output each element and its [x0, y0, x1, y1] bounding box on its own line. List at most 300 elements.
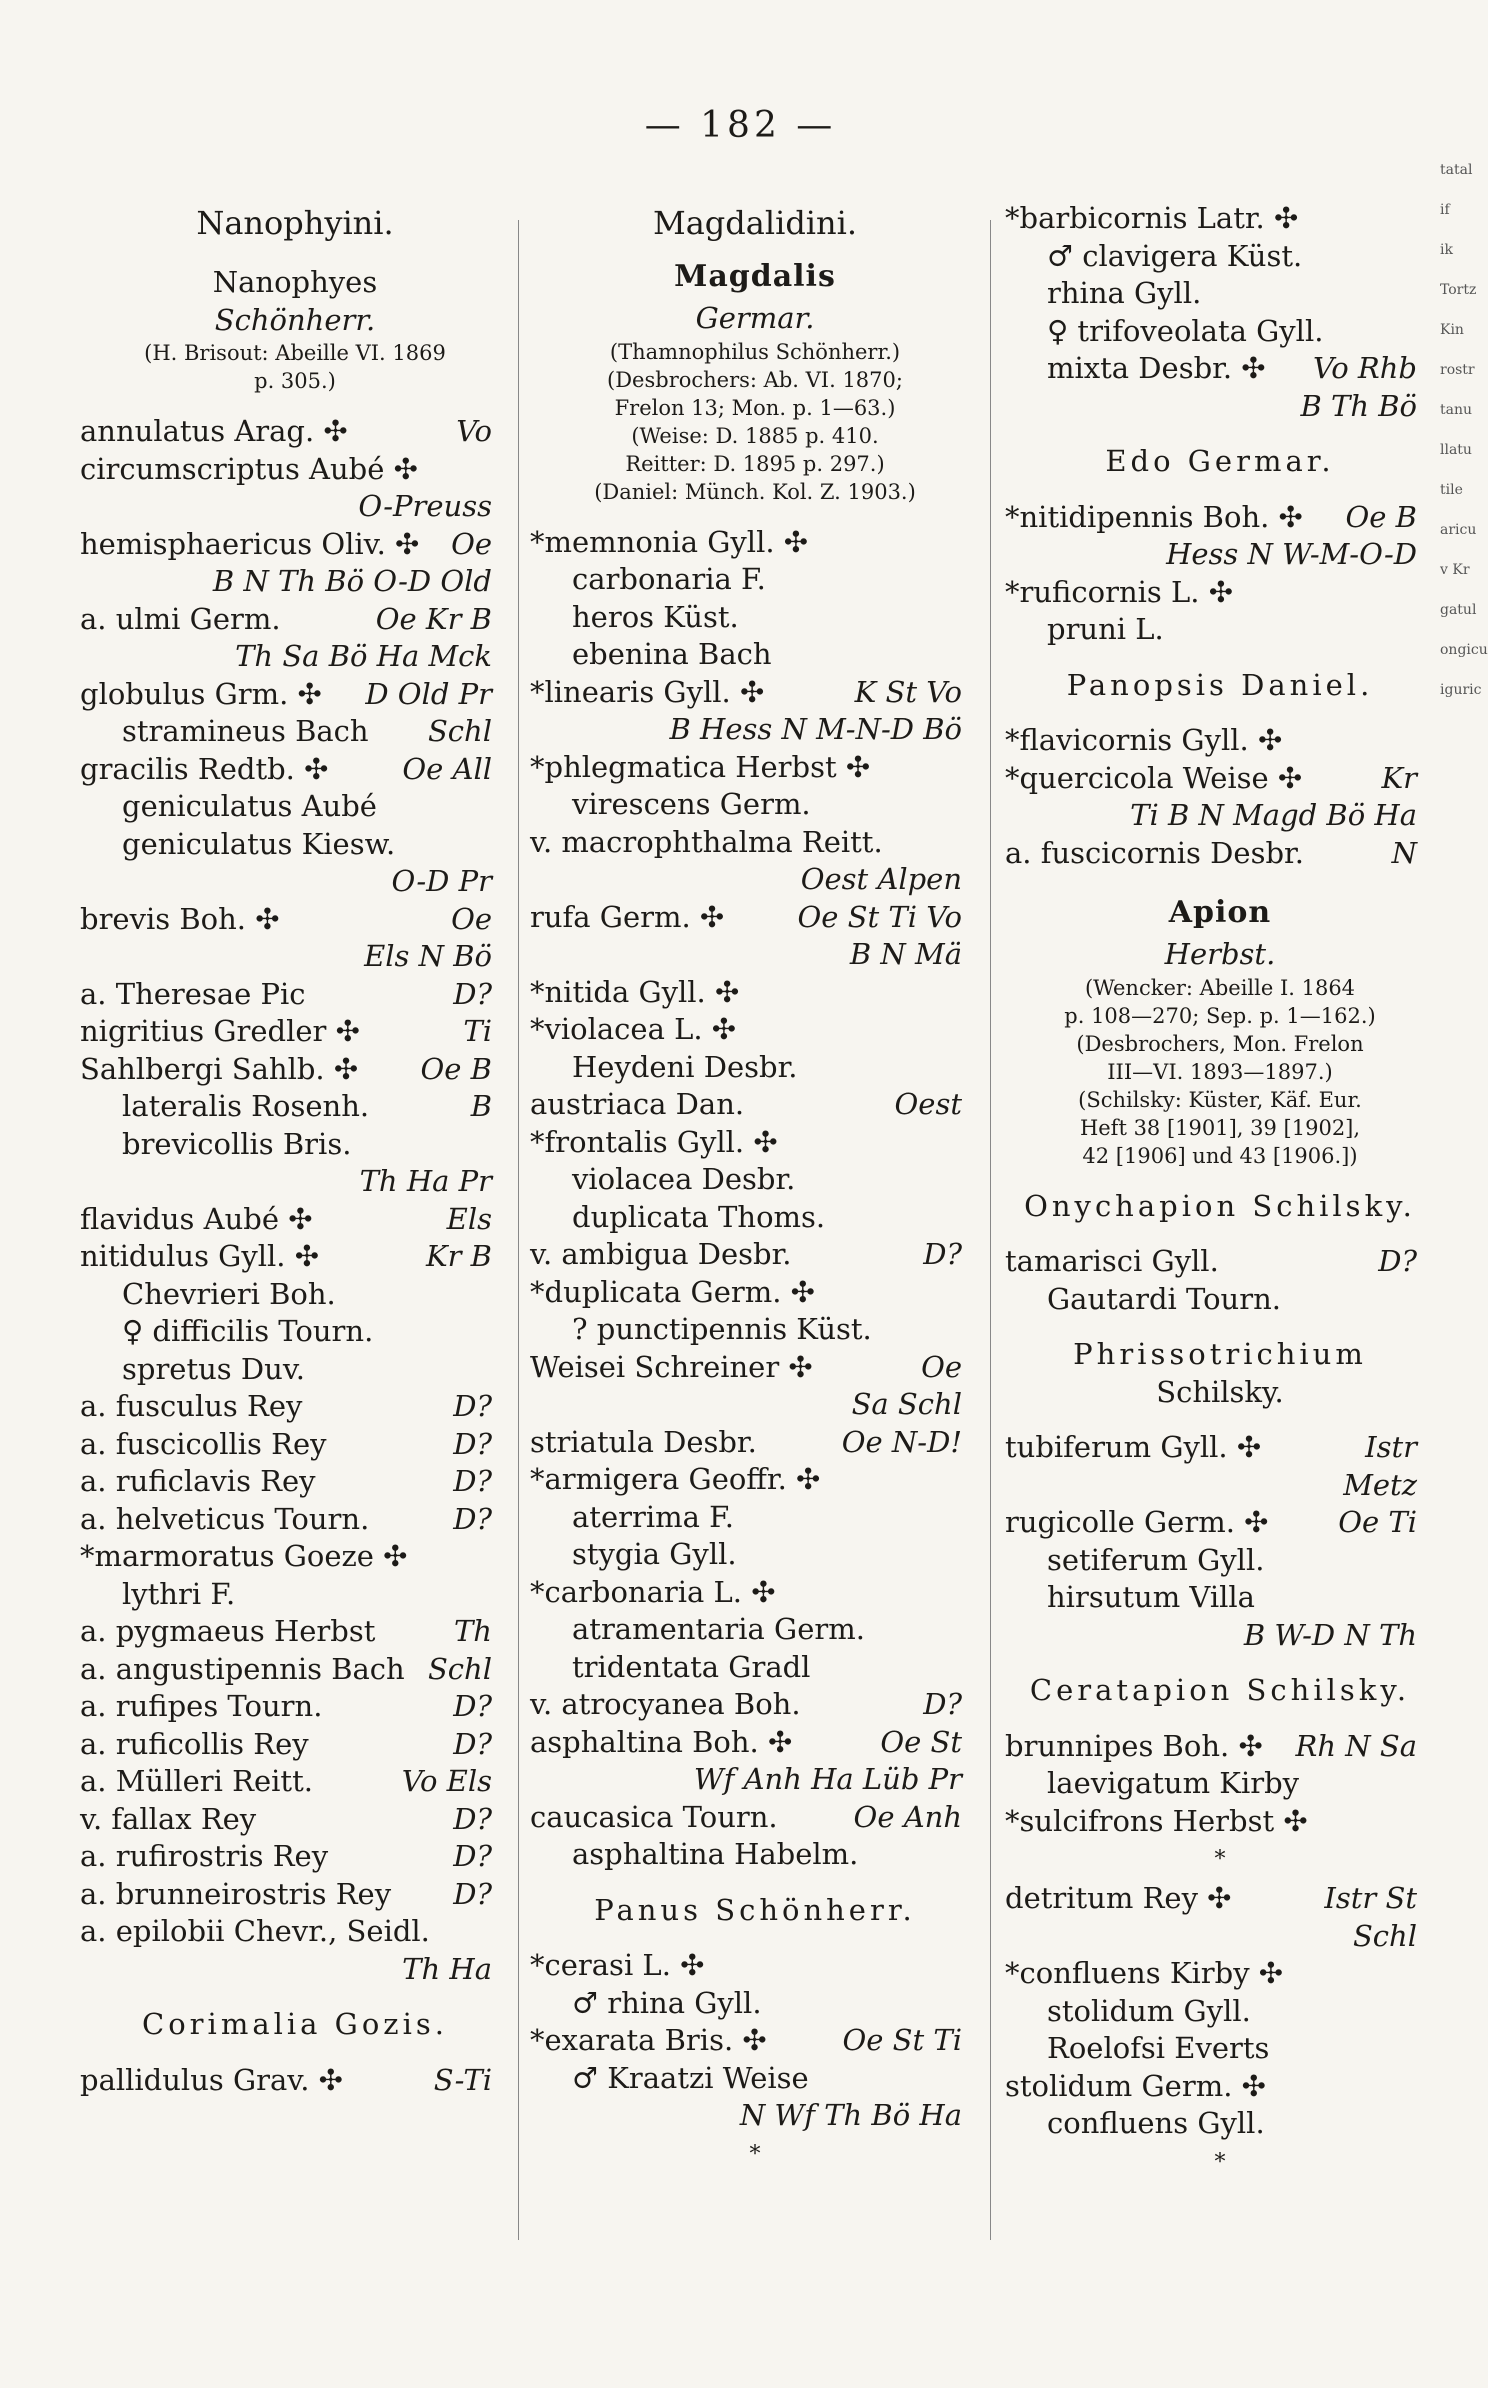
entry-text: rugicolle Germ. ✣ [1005, 1505, 1269, 1539]
entry-text: a. fuscicornis Desbr. [1005, 835, 1304, 870]
entry-text: nigritius Gredler ✣ [80, 1014, 360, 1048]
entry-text: *confluens Kirby ✣ [1005, 1956, 1284, 1990]
entry-text: *carbonaria L. ✣ [530, 1574, 776, 1609]
col1-line [80, 2006, 510, 2044]
col3-line [1005, 2030, 1435, 2068]
entry-text: brevicollis Bris. [122, 1126, 352, 1161]
edge-fragment: Tortz [1440, 282, 1477, 298]
distribution-note: Vo Els [401, 1764, 492, 1798]
col3-line [1005, 1086, 1435, 1114]
distribution-note: Istr [1365, 1430, 1417, 1464]
col2-line [530, 1799, 980, 1837]
entry-text: Weisei Schreiner ✣ [530, 1349, 813, 1384]
col2-line [530, 1461, 980, 1499]
col2-line [530, 824, 980, 862]
entry-text: aterrima F. [572, 1499, 734, 1534]
entry-text: *ruficornis L. ✣ [1005, 574, 1233, 609]
distribution-note: D? [923, 1687, 962, 1721]
col2-line [530, 1574, 980, 1612]
entry-text: tubiferum Gyll. ✣ [1005, 1430, 1262, 1464]
col3-line [1005, 722, 1435, 760]
col3-line [1005, 1142, 1435, 1170]
entry-text: *nitidipennis Boh. ✣ [1005, 499, 1303, 534]
column-3 [1005, 200, 1435, 2183]
entry-text: Els N Bö [364, 939, 492, 973]
col1-line [80, 713, 510, 751]
col2-line [530, 394, 980, 422]
col1-line [80, 1351, 510, 1389]
entry-text: ♀ difficilis Tourn. [122, 1314, 374, 1348]
col1-line [80, 1501, 510, 1539]
col3-line [1005, 388, 1435, 426]
entry-text: p. 305.) [254, 369, 336, 393]
edge-fragment: ongicu [1440, 642, 1488, 658]
entry-text: brevis Boh. ✣ [80, 901, 280, 936]
entry-text: Ceratapion Schilsky. [1029, 1673, 1411, 1707]
col1-line [80, 1838, 510, 1876]
entry-text: Nanophyes [212, 265, 378, 299]
col3-line [1005, 974, 1435, 1002]
col1-line [80, 676, 510, 714]
col2-line [530, 599, 980, 637]
col1-line [80, 863, 510, 901]
entry-text: B W-D N Th [1243, 1617, 1417, 1652]
entry-text: geniculatus Kiesw. [122, 826, 396, 861]
col2-line [530, 2060, 980, 2098]
entry-text: asphaltina Habelm. [572, 1837, 859, 1871]
entry-text: v. macrophthalma Reitt. [530, 824, 883, 859]
col1-line [80, 200, 510, 246]
entry-text: a. ruficlavis Rey [80, 1464, 316, 1498]
entry-text: * [1214, 1847, 1226, 1872]
col2-line [530, 450, 980, 478]
entry-text: stygia Gyll. [572, 1537, 737, 1571]
column-2 [530, 200, 980, 2175]
col3-line [1005, 797, 1435, 835]
col1-line [80, 1013, 510, 1051]
edge-fragment: gatul [1440, 602, 1477, 618]
entry-text: (Weise: D. 1885 p. 410. [631, 423, 879, 448]
entry-text: circumscriptus Aubé ✣ [80, 451, 418, 486]
col3-line [1005, 1243, 1435, 1281]
col3-line [1005, 835, 1435, 873]
entry-text: caucasica Tourn. [530, 1799, 778, 1834]
entry-text: a. fusculus Rey [80, 1389, 303, 1423]
col2-line [530, 200, 980, 246]
col2-line [530, 2135, 980, 2175]
entry-text: stramineus Bach [122, 714, 369, 748]
entry-text: geniculatus Aubé [122, 789, 377, 823]
col2-line [530, 974, 980, 1012]
col3-line [1005, 1542, 1435, 1580]
distribution-note: D? [453, 1689, 492, 1723]
distribution-note: Oe B [420, 1051, 492, 1086]
page-number: — 182 — [644, 105, 837, 146]
distribution-note: Vo [456, 414, 492, 448]
entry-text: 42 [1906] und 43 [1906.]) [1082, 1143, 1358, 1168]
distribution-note: N [1391, 835, 1417, 870]
col1-line [80, 1613, 510, 1651]
distribution-note: D Old Pr [365, 676, 492, 711]
col1-line [80, 751, 510, 789]
distribution-note: Schl [427, 1651, 492, 1686]
col3-line [1005, 890, 1435, 936]
entry-text: ♂ Kraatzi Weise [572, 2060, 809, 2095]
col3-line [1005, 1336, 1435, 1374]
entry-text: Hess N W-M-O-D [1166, 537, 1417, 571]
edge-fragment: tatal [1440, 162, 1473, 178]
col3-line [1005, 1803, 1435, 1841]
entry-text: austriaca Dan. [530, 1087, 745, 1121]
entry-text: Panus Schönherr. [594, 1892, 916, 1927]
entry-text: O-D Pr [391, 864, 492, 898]
entry-text: stolidum Germ. ✣ [1005, 2068, 1266, 2103]
distribution-note: Schl [427, 714, 492, 748]
col1-line [80, 1951, 510, 1989]
col2-line [530, 1649, 980, 1687]
entry-text: Schl [1352, 1918, 1417, 1953]
col1-line [80, 601, 510, 639]
entry-text: pallidulus Grav. ✣ [80, 2062, 343, 2097]
distribution-note: Kr B [425, 1239, 492, 1273]
col1-line [80, 302, 510, 340]
col3-line [1005, 1765, 1435, 1803]
edge-fragment: iguric [1440, 682, 1482, 698]
col1-line [80, 788, 510, 826]
col2-line [530, 1611, 980, 1649]
col1-line [80, 1651, 510, 1689]
entry-text: striatula Desbr. [530, 1424, 757, 1459]
distribution-note: Oe St [880, 1724, 962, 1759]
distribution-note: D? [453, 1801, 492, 1836]
entry-text: ♂ rhina Gyll. [572, 1985, 762, 2020]
entry-text: v. ambigua Desbr. [530, 1237, 792, 1271]
entry-text: Ti B N Magd Bö Ha [1130, 798, 1417, 832]
col1-line [80, 1163, 510, 1201]
col1-line [80, 1426, 510, 1464]
entry-text: Sahlbergi Sahlb. ✣ [80, 1051, 359, 1086]
entry-text: a. ulmi Germ. [80, 601, 281, 636]
col3-line [1005, 1840, 1435, 1880]
col2-line [530, 254, 980, 300]
col3-line [1005, 1880, 1435, 1918]
distribution-note: Vo Rhb [1312, 351, 1417, 385]
edge-fragment: v Kr [1440, 562, 1470, 578]
edge-fragment: aricu [1440, 522, 1477, 538]
col2-line [530, 366, 980, 394]
col2-line [530, 711, 980, 749]
entry-text: *flavicornis Gyll. ✣ [1005, 723, 1283, 757]
entry-text: virescens Germ. [572, 787, 811, 821]
entry-text: duplicata Thoms. [572, 1199, 826, 1234]
entry-text: v. atrocyanea Boh. [530, 1687, 801, 1721]
entry-text: mixta Desbr. ✣ [1047, 351, 1266, 385]
col1-line [80, 938, 510, 976]
entry-text: Magdalis [674, 259, 836, 294]
distribution-note: Istr St [1324, 1881, 1417, 1915]
col2-line [530, 1724, 980, 1762]
col2-line [530, 1161, 980, 1199]
entry-text: nitidulus Gyll. ✣ [80, 1239, 320, 1273]
col3-line [1005, 443, 1435, 481]
col2-line [530, 1124, 980, 1162]
col2-line [530, 1086, 980, 1124]
entry-text: N Wf Th Bö Ha [739, 2098, 962, 2132]
col2-line [530, 1499, 980, 1537]
edge-fragment: Kin [1440, 322, 1464, 338]
entry-text: B N Th Bö O-D Old [212, 564, 492, 598]
col1-line [80, 1576, 510, 1614]
col2-line [530, 1049, 980, 1087]
entry-text: III—VI. 1893—1897.) [1107, 1059, 1333, 1084]
entry-text: (Wencker: Abeille I. 1864 [1084, 975, 1356, 1000]
distribution-note: K St Vo [854, 674, 962, 709]
entry-text: brunnipes Boh. ✣ [1005, 1728, 1263, 1763]
col1-line [80, 1801, 510, 1839]
entry-text: ♀ trifoveolata Gyll. [1047, 313, 1324, 348]
entry-text: Th Ha [402, 1951, 492, 1986]
col3-line [1005, 200, 1435, 238]
col3-line [1005, 1504, 1435, 1542]
entry-text: Frelon 13; Mon. p. 1—63.) [614, 395, 896, 420]
entry-text: Nanophyini. [196, 204, 394, 242]
col2-line [530, 338, 980, 366]
col3-line [1005, 1281, 1435, 1319]
entry-text: tamarisci Gyll. [1005, 1244, 1219, 1278]
entry-text: stolidum Gyll. [1047, 1993, 1251, 2028]
distribution-note: Oe All [402, 751, 492, 786]
col3-line [1005, 536, 1435, 574]
col1-line [80, 976, 510, 1014]
col2-line [530, 2022, 980, 2060]
entry-text: a. pygmaeus Herbst [80, 1614, 376, 1648]
col3-line [1005, 1579, 1435, 1617]
entry-text: heros Küst. [572, 599, 739, 634]
edge-fragment: llatu [1440, 442, 1472, 458]
distribution-note: S-Ti [433, 2062, 492, 2097]
col2-line [530, 636, 980, 674]
col2-line [530, 1311, 980, 1349]
entry-text: a. fuscicollis Rey [80, 1426, 327, 1461]
col3-line [1005, 1728, 1435, 1766]
distribution-note: D? [453, 1726, 492, 1761]
edge-fragment: ik [1440, 242, 1453, 258]
col3-line [1005, 611, 1435, 649]
col2-line [530, 1985, 980, 2023]
entry-text: laevigatum Kirby [1047, 1766, 1300, 1800]
entry-text: asphaltina Boh. ✣ [530, 1724, 793, 1759]
col3-line [1005, 1058, 1435, 1086]
entry-text: *frontalis Gyll. ✣ [530, 1124, 778, 1159]
entry-text: (Schilsky: Küster, Käf. Eur. [1078, 1087, 1362, 1112]
col1-line [80, 1051, 510, 1089]
distribution-note: Oe [451, 901, 492, 936]
entry-text: Herbst. [1164, 937, 1276, 971]
entry-text: rufa Germ. ✣ [530, 899, 725, 934]
entry-text: O-Preuss [358, 489, 492, 523]
col3-line [1005, 2105, 1435, 2143]
col1-line [80, 826, 510, 864]
entry-text: hemisphaericus Oliv. ✣ [80, 526, 420, 561]
entry-text: *duplicata Germ. ✣ [530, 1274, 815, 1309]
edge-fragment: tanu [1440, 402, 1473, 418]
col3-line [1005, 2143, 1435, 2183]
entry-text: pruni L. [1047, 612, 1164, 646]
col1-line [80, 1388, 510, 1426]
entry-text: globulus Grm. ✣ [80, 676, 322, 711]
edge-fragment: if [1440, 202, 1450, 218]
col3-line [1005, 1617, 1435, 1655]
col3-line [1005, 667, 1435, 705]
entry-text: spretus Duv. [122, 1351, 305, 1386]
entry-text: Reitter: D. 1895 p. 297.) [625, 451, 885, 476]
entry-text: flavidus Aubé ✣ [80, 1201, 313, 1236]
distribution-note: Oe [921, 1349, 962, 1384]
entry-text: Metz [1343, 1467, 1417, 1502]
col1-line [80, 1088, 510, 1126]
distribution-note: Oe Ti [1338, 1505, 1417, 1539]
col1-line [80, 1726, 510, 1764]
col1-line [80, 1763, 510, 1801]
col3-line [1005, 1002, 1435, 1030]
entry-text: a. angustipennis Bach [80, 1651, 405, 1686]
col2-line [530, 561, 980, 599]
entry-text: Schilsky. [1156, 1374, 1284, 1409]
col2-line [530, 861, 980, 899]
entry-text: rhina Gyll. [1047, 276, 1202, 310]
col3-line [1005, 1672, 1435, 1710]
col3-line [1005, 1374, 1435, 1412]
distribution-note: D? [1378, 1244, 1417, 1278]
distribution-note: D? [453, 1464, 492, 1498]
col3-line [1005, 238, 1435, 276]
entry-text: detritum Rey ✣ [1005, 1881, 1232, 1915]
col2-line [530, 1274, 980, 1312]
distribution-note: Oe Anh [853, 1799, 962, 1834]
distribution-note: D? [453, 1876, 492, 1911]
distribution-note: Ti [463, 1014, 492, 1048]
entry-text: B Th Bö [1300, 388, 1417, 423]
distribution-note: D? [453, 1839, 492, 1873]
entry-text: Roelofsi Everts [1047, 2031, 1270, 2065]
entry-text: ebenina Bach [572, 637, 772, 671]
col2-line [530, 478, 980, 506]
entry-text: setiferum Gyll. [1047, 1542, 1265, 1577]
entry-text: *cerasi L. ✣ [530, 1948, 705, 1982]
col1-line [80, 413, 510, 451]
col1-line [80, 1876, 510, 1914]
entry-text: * [1214, 2149, 1226, 2175]
entry-text: lythri F. [122, 1576, 236, 1611]
col1-line [80, 1913, 510, 1951]
distribution-note: Kr [1381, 760, 1417, 795]
entry-text: (H. Brisout: Abeille VI. 1869 [144, 341, 446, 365]
entry-text: Oest Alpen [800, 862, 962, 896]
entry-text: Germar. [695, 301, 815, 335]
col3-line [1005, 1467, 1435, 1505]
col2-line [530, 786, 980, 824]
col2-line [530, 1947, 980, 1985]
entry-text: *violacea L. ✣ [530, 1012, 737, 1046]
entry-text: *armigera Geoffr. ✣ [530, 1462, 821, 1496]
entry-text: violacea Desbr. [572, 1162, 796, 1196]
distribution-note: Oe [451, 526, 492, 561]
col1-line [80, 488, 510, 526]
col2-line [530, 1536, 980, 1574]
entry-text: (Thamnophilus Schönherr.) [609, 339, 901, 364]
entry-text: a. Mülleri Reitt. [80, 1764, 313, 1798]
col2-line [530, 1761, 980, 1799]
entry-text: Heft 38 [1901], 39 [1902], [1079, 1115, 1361, 1140]
entry-text: *barbicornis Latr. ✣ [1005, 201, 1299, 235]
col2-line [530, 1424, 980, 1462]
distribution-note: Rh N Sa [1295, 1728, 1417, 1763]
entry-text: a. brunneirostris Rey [80, 1876, 392, 1911]
entry-text: * [749, 2141, 761, 2167]
col3-line [1005, 1918, 1435, 1956]
entry-text: Gautardi Tourn. [1047, 1281, 1281, 1316]
entry-text: *phlegmatica Herbst ✣ [530, 749, 871, 784]
entry-text: Th Ha Pr [359, 1164, 492, 1198]
col2-line [530, 1236, 980, 1274]
col2-line [530, 899, 980, 937]
col1-line [80, 1688, 510, 1726]
col1-line [80, 2062, 510, 2100]
edge-fragment: rostr [1440, 362, 1475, 378]
column-divider [518, 220, 519, 2240]
distribution-note: D? [453, 1501, 492, 1536]
col3-line [1005, 1993, 1435, 2031]
entry-text: tridentata Gradl [572, 1649, 811, 1684]
entry-text: hirsutum Villa [1047, 1580, 1255, 1614]
column-divider [990, 220, 991, 2240]
col1-line [80, 1463, 510, 1501]
distribution-note: Oe B [1345, 499, 1417, 534]
distribution-note: Oest [894, 1087, 962, 1121]
col2-line [530, 1892, 980, 1930]
col2-line [530, 2097, 980, 2135]
col2-line [530, 1011, 980, 1049]
entry-text: annulatus Arag. ✣ [80, 414, 348, 448]
col3-line [1005, 760, 1435, 798]
entry-text: confluens Gyll. [1047, 2106, 1265, 2140]
entry-text: Schönherr. [214, 302, 376, 337]
col1-line [80, 526, 510, 564]
distribution-note: D? [923, 1237, 962, 1271]
distribution-note: Els [446, 1201, 492, 1236]
entry-text: Phrissotrichium [1073, 1337, 1367, 1371]
col1-line [80, 367, 510, 395]
col3-line [1005, 1114, 1435, 1142]
col3-line [1005, 499, 1435, 537]
col1-line [80, 451, 510, 489]
entry-text: B N Mä [849, 937, 962, 971]
entry-text: v. fallax Rey [80, 1801, 257, 1836]
col2-line [530, 422, 980, 450]
entry-text: (Desbrochers: Ab. VI. 1870; [607, 367, 903, 392]
entry-text: Magdalidini. [652, 204, 858, 242]
entry-text: Heydeni Desbr. [572, 1049, 798, 1084]
entry-text: Edo Germar. [1105, 444, 1335, 478]
col3-line [1005, 2068, 1435, 2106]
entry-text: a. helveticus Tourn. [80, 1501, 370, 1536]
entry-text: a. rufipes Tourn. [80, 1689, 323, 1723]
col1-line [80, 638, 510, 676]
col1-line [80, 1538, 510, 1576]
entry-text: *exarata Bris. ✣ [530, 2023, 767, 2057]
col3-line [1005, 275, 1435, 313]
distribution-note: Oe St Ti Vo [797, 899, 962, 934]
